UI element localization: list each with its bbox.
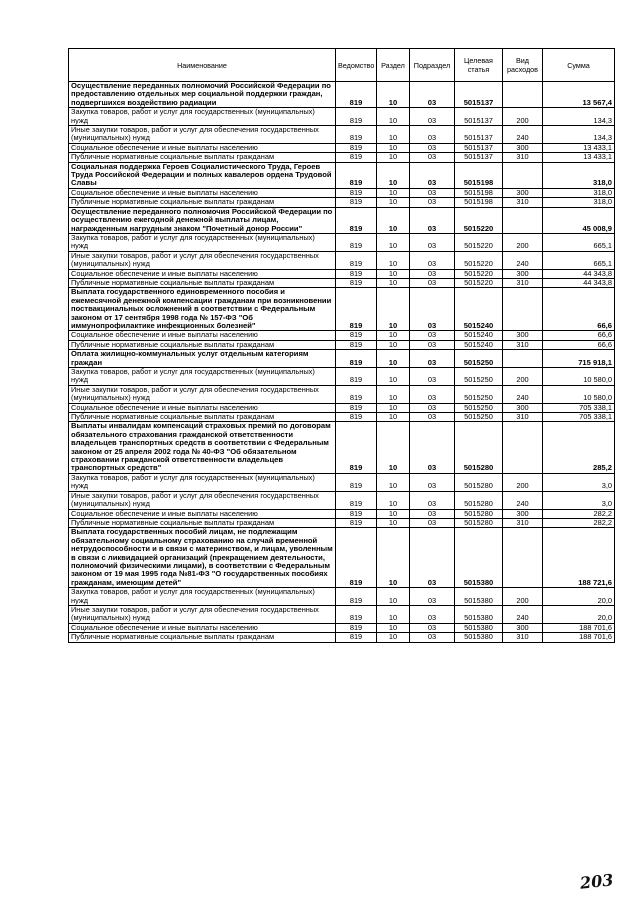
- cell-summa: 705 338,1: [543, 413, 615, 422]
- cell-podrazdel: 03: [410, 331, 455, 340]
- cell-statya: 5015280: [455, 518, 503, 527]
- cell-vid: [503, 350, 543, 368]
- cell-name: Иные закупки товаров, работ и услуг для обеспечения государственных (муниципальных) нужд: [69, 126, 336, 144]
- cell-statya: 5015220: [455, 269, 503, 278]
- cell-name: Социальное обеспечение и иные выплаты населению: [69, 269, 336, 278]
- cell-summa: 3,0: [543, 491, 615, 509]
- cell-summa: 188 701,6: [543, 623, 615, 632]
- cell-name: Иные закупки товаров, работ и услуг для обеспечения государственных (муниципальных) нужд: [69, 491, 336, 509]
- cell-name: Закупка товаров, работ и услуг для государственных (муниципальных) нужд: [69, 473, 336, 491]
- budget-table: [68, 48, 615, 643]
- table-row: [69, 82, 615, 108]
- cell-podrazdel: 03: [410, 491, 455, 509]
- cell-vid: [503, 207, 543, 233]
- cell-name: Иные закупки товаров, работ и услуг для обеспечения государственных (муниципальных) нужд: [69, 605, 336, 623]
- cell-podrazdel: 03: [410, 509, 455, 518]
- table-row: [69, 473, 615, 491]
- cell-statya: 5015137: [455, 82, 503, 108]
- cell-podrazdel: 03: [410, 108, 455, 126]
- cell-podrazdel: 03: [410, 403, 455, 412]
- cell-podrazdel: 03: [410, 233, 455, 251]
- cell-vid: 200: [503, 368, 543, 386]
- cell-name: Закупка товаров, работ и услуг для государственных (муниципальных) нужд: [69, 368, 336, 386]
- cell-podrazdel: 03: [410, 188, 455, 197]
- table-row: [69, 518, 615, 527]
- cell-razdel: 10: [377, 108, 410, 126]
- cell-razdel: 10: [377, 278, 410, 287]
- cell-vid: 300: [503, 403, 543, 412]
- cell-razdel: 10: [377, 251, 410, 269]
- cell-vid: 310: [503, 340, 543, 349]
- cell-vedomstvo: 819: [336, 491, 377, 509]
- cell-statya: 5015220: [455, 251, 503, 269]
- table-row: [69, 422, 615, 473]
- cell-vid: 310: [503, 518, 543, 527]
- cell-vedomstvo: 819: [336, 251, 377, 269]
- cell-vedomstvo: 819: [336, 207, 377, 233]
- cell-name: Социальное обеспечение и иные выплаты населению: [69, 188, 336, 197]
- cell-vedomstvo: 819: [336, 143, 377, 152]
- cell-statya: 5015250: [455, 350, 503, 368]
- cell-vedomstvo: 819: [336, 278, 377, 287]
- cell-summa: 10 580,0: [543, 368, 615, 386]
- cell-summa: 282,2: [543, 509, 615, 518]
- cell-summa: 13 433,1: [543, 143, 615, 152]
- cell-vedomstvo: 819: [336, 331, 377, 340]
- table-body: [69, 82, 615, 643]
- table-row: [69, 126, 615, 144]
- cell-vedomstvo: 819: [336, 605, 377, 623]
- table-row: [69, 269, 615, 278]
- cell-razdel: 10: [377, 82, 410, 108]
- cell-razdel: 10: [377, 350, 410, 368]
- cell-vedomstvo: 819: [336, 233, 377, 251]
- cell-vid: 200: [503, 588, 543, 606]
- cell-statya: 5015380: [455, 588, 503, 606]
- cell-summa: 665,1: [543, 251, 615, 269]
- cell-podrazdel: 03: [410, 350, 455, 368]
- cell-razdel: 10: [377, 588, 410, 606]
- cell-vid: [503, 528, 543, 588]
- cell-summa: 134,3: [543, 126, 615, 144]
- table-row: [69, 143, 615, 152]
- cell-statya: 5015280: [455, 473, 503, 491]
- cell-vedomstvo: 819: [336, 340, 377, 349]
- cell-summa: 188 701,6: [543, 633, 615, 642]
- cell-statya: 5015380: [455, 605, 503, 623]
- cell-vid: 240: [503, 605, 543, 623]
- cell-name: Закупка товаров, работ и услуг для государственных (муниципальных) нужд: [69, 108, 336, 126]
- cell-vedomstvo: 819: [336, 126, 377, 144]
- table-row: [69, 162, 615, 188]
- cell-razdel: 10: [377, 288, 410, 331]
- cell-vedomstvo: 819: [336, 188, 377, 197]
- cell-statya: 5015280: [455, 509, 503, 518]
- cell-name: Публичные нормативные социальные выплаты гражданам: [69, 633, 336, 642]
- cell-statya: 5015250: [455, 413, 503, 422]
- cell-razdel: 10: [377, 188, 410, 197]
- table-row: [69, 633, 615, 642]
- column-header-vedomstvo: Ведомство: [336, 49, 377, 82]
- cell-summa: 134,3: [543, 108, 615, 126]
- cell-vid: 200: [503, 108, 543, 126]
- cell-podrazdel: 03: [410, 623, 455, 632]
- cell-razdel: 10: [377, 473, 410, 491]
- cell-name: Социальное обеспечение и иные выплаты населению: [69, 403, 336, 412]
- cell-razdel: 10: [377, 403, 410, 412]
- table-row: [69, 108, 615, 126]
- cell-podrazdel: 03: [410, 385, 455, 403]
- cell-vid: 310: [503, 198, 543, 207]
- cell-summa: 13 567,4: [543, 82, 615, 108]
- cell-vedomstvo: 819: [336, 288, 377, 331]
- cell-summa: 66,6: [543, 340, 615, 349]
- table-row: [69, 198, 615, 207]
- cell-summa: 318,0: [543, 198, 615, 207]
- cell-podrazdel: 03: [410, 413, 455, 422]
- cell-razdel: 10: [377, 198, 410, 207]
- cell-statya: 5015220: [455, 207, 503, 233]
- cell-vid: 240: [503, 491, 543, 509]
- cell-statya: 5015137: [455, 143, 503, 152]
- cell-summa: 66,6: [543, 288, 615, 331]
- cell-podrazdel: 03: [410, 422, 455, 473]
- cell-podrazdel: 03: [410, 126, 455, 144]
- table-row: [69, 528, 615, 588]
- budget-sheet: [68, 48, 614, 643]
- cell-name: Осуществление переданных полномочий Российской Федерации по предоставлению отдельных мер социальной поддержки граждан, подвергшихся воздействию радиации: [69, 82, 336, 108]
- cell-name: Закупка товаров, работ и услуг для государственных (муниципальных) нужд: [69, 588, 336, 606]
- cell-statya: 5015198: [455, 162, 503, 188]
- cell-name: Публичные нормативные социальные выплаты гражданам: [69, 413, 336, 422]
- cell-statya: 5015380: [455, 623, 503, 632]
- cell-vid: 240: [503, 385, 543, 403]
- cell-razdel: 10: [377, 233, 410, 251]
- cell-vid: 310: [503, 413, 543, 422]
- cell-podrazdel: 03: [410, 288, 455, 331]
- cell-name: Публичные нормативные социальные выплаты гражданам: [69, 340, 336, 349]
- table-row: [69, 509, 615, 518]
- cell-vedomstvo: 819: [336, 82, 377, 108]
- cell-podrazdel: 03: [410, 473, 455, 491]
- cell-vedomstvo: 819: [336, 350, 377, 368]
- cell-razdel: 10: [377, 162, 410, 188]
- cell-vid: 240: [503, 126, 543, 144]
- cell-vedomstvo: 819: [336, 385, 377, 403]
- cell-vid: 240: [503, 251, 543, 269]
- cell-vedomstvo: 819: [336, 528, 377, 588]
- cell-name: Иные закупки товаров, работ и услуг для обеспечения государственных (муниципальных) нужд: [69, 385, 336, 403]
- cell-summa: 66,6: [543, 331, 615, 340]
- cell-statya: 5015250: [455, 385, 503, 403]
- cell-summa: 705 338,1: [543, 403, 615, 412]
- column-header-summa: Сумма: [543, 49, 615, 82]
- cell-podrazdel: 03: [410, 269, 455, 278]
- cell-podrazdel: 03: [410, 207, 455, 233]
- cell-vid: 300: [503, 143, 543, 152]
- cell-podrazdel: 03: [410, 528, 455, 588]
- cell-vedomstvo: 819: [336, 473, 377, 491]
- cell-razdel: 10: [377, 633, 410, 642]
- cell-vid: 310: [503, 153, 543, 162]
- cell-razdel: 10: [377, 368, 410, 386]
- cell-name: Социальное обеспечение и иные выплаты населению: [69, 509, 336, 518]
- cell-vedomstvo: 819: [336, 198, 377, 207]
- cell-name: Социальное обеспечение и иные выплаты населению: [69, 623, 336, 632]
- cell-vedomstvo: 819: [336, 269, 377, 278]
- cell-name: Выплаты инвалидам компенсаций страховых премий по договорам обязательного страхования гражданской ответственности владельцев транспортных средств в соответствии с Федеральным законом от 25 апреля 2002 года № 40-ФЗ "Об обязательном страховании гражданской ответственности владельцев транспортных средств": [69, 422, 336, 473]
- cell-summa: 3,0: [543, 473, 615, 491]
- cell-name: Публичные нормативные социальные выплаты гражданам: [69, 518, 336, 527]
- cell-vedomstvo: 819: [336, 108, 377, 126]
- cell-summa: 282,2: [543, 518, 615, 527]
- cell-vid: [503, 422, 543, 473]
- cell-name: Социальная поддержка Героев Социалистического Труда, Героев Труда Российской Федерации и полных кавалеров ордена Трудовой Славы: [69, 162, 336, 188]
- cell-razdel: 10: [377, 605, 410, 623]
- table-row: [69, 403, 615, 412]
- cell-podrazdel: 03: [410, 153, 455, 162]
- cell-razdel: 10: [377, 528, 410, 588]
- cell-statya: 5015137: [455, 108, 503, 126]
- cell-vedomstvo: 819: [336, 518, 377, 527]
- table-row: [69, 368, 615, 386]
- cell-vedomstvo: 819: [336, 588, 377, 606]
- cell-summa: 10 580,0: [543, 385, 615, 403]
- cell-name: Публичные нормативные социальные выплаты гражданам: [69, 278, 336, 287]
- cell-summa: 45 008,9: [543, 207, 615, 233]
- cell-name: Социальное обеспечение и иные выплаты населению: [69, 143, 336, 152]
- cell-vid: 300: [503, 188, 543, 197]
- cell-summa: 285,2: [543, 422, 615, 473]
- cell-vid: 300: [503, 623, 543, 632]
- cell-podrazdel: 03: [410, 198, 455, 207]
- cell-vid: 310: [503, 633, 543, 642]
- cell-summa: 20,0: [543, 605, 615, 623]
- cell-vedomstvo: 819: [336, 623, 377, 632]
- table-row: [69, 278, 615, 287]
- cell-razdel: 10: [377, 207, 410, 233]
- cell-summa: 44 343,8: [543, 269, 615, 278]
- cell-podrazdel: 03: [410, 251, 455, 269]
- cell-podrazdel: 03: [410, 340, 455, 349]
- column-header-podrazdel: Подраздел: [410, 49, 455, 82]
- table-row: [69, 605, 615, 623]
- table-header-row: [69, 49, 615, 82]
- cell-statya: 5015240: [455, 331, 503, 340]
- cell-podrazdel: 03: [410, 162, 455, 188]
- cell-statya: 5015240: [455, 340, 503, 349]
- table-row: [69, 233, 615, 251]
- cell-razdel: 10: [377, 269, 410, 278]
- cell-vedomstvo: 819: [336, 153, 377, 162]
- cell-name: Выплата государственного единовременного пособия и ежемесячной денежной компенсации гражданам при возникновении поствакцинальных осложнений в соответствии с Федеральным законом от 17 сентября 1998 года № 157-ФЗ "Об иммунопрофилактике инфекционных болезней": [69, 288, 336, 331]
- table-row: [69, 188, 615, 197]
- cell-statya: 5015137: [455, 126, 503, 144]
- cell-name: Иные закупки товаров, работ и услуг для обеспечения государственных (муниципальных) нужд: [69, 251, 336, 269]
- cell-summa: 188 721,6: [543, 528, 615, 588]
- cell-vid: 200: [503, 233, 543, 251]
- cell-statya: 5015240: [455, 288, 503, 331]
- column-header-statya: Целевая статья: [455, 49, 503, 82]
- cell-statya: 5015198: [455, 198, 503, 207]
- cell-summa: 44 343,8: [543, 278, 615, 287]
- cell-statya: 5015280: [455, 491, 503, 509]
- table-row: [69, 207, 615, 233]
- cell-vid: [503, 288, 543, 331]
- cell-name: Публичные нормативные социальные выплаты гражданам: [69, 153, 336, 162]
- cell-statya: 5015250: [455, 403, 503, 412]
- cell-name: Закупка товаров, работ и услуг для государственных (муниципальных) нужд: [69, 233, 336, 251]
- cell-name: Выплата государственных пособий лицам, не подлежащим обязательному социальному страхованию на случай временной нетрудоспособности и в связи с материнством, и лицам, уволенным в связи с ликвидацией организаций (прекращением деятельности, полномочий физическими лицами), в соответствии с Федеральным законом от 19 мая 1995 года №81-ФЗ "О государственных пособиях гражданам, имеющим детей": [69, 528, 336, 588]
- cell-vid: 300: [503, 331, 543, 340]
- cell-podrazdel: 03: [410, 518, 455, 527]
- column-header-name: Наименование: [69, 49, 336, 82]
- cell-razdel: 10: [377, 509, 410, 518]
- cell-summa: 715 918,1: [543, 350, 615, 368]
- cell-statya: 5015250: [455, 368, 503, 386]
- table-row: [69, 340, 615, 349]
- cell-podrazdel: 03: [410, 278, 455, 287]
- cell-podrazdel: 03: [410, 82, 455, 108]
- cell-razdel: 10: [377, 413, 410, 422]
- cell-podrazdel: 03: [410, 605, 455, 623]
- table-row: [69, 588, 615, 606]
- table-row: [69, 331, 615, 340]
- cell-vid: [503, 82, 543, 108]
- column-header-razdel: Раздел: [377, 49, 410, 82]
- cell-name: Осуществление переданного полномочия Российской Федерации по осуществлению ежегодной денежной выплаты лицам, награжденным нагрудным знаком "Почетный донор России": [69, 207, 336, 233]
- cell-summa: 20,0: [543, 588, 615, 606]
- table-row: [69, 491, 615, 509]
- cell-summa: 318,0: [543, 188, 615, 197]
- cell-summa: 665,1: [543, 233, 615, 251]
- cell-statya: 5015220: [455, 233, 503, 251]
- table-row: [69, 288, 615, 331]
- cell-podrazdel: 03: [410, 368, 455, 386]
- cell-statya: 5015380: [455, 633, 503, 642]
- cell-razdel: 10: [377, 422, 410, 473]
- page-number: 203: [579, 870, 615, 893]
- table-row: [69, 413, 615, 422]
- cell-statya: 5015220: [455, 278, 503, 287]
- cell-vedomstvo: 819: [336, 633, 377, 642]
- cell-statya: 5015380: [455, 528, 503, 588]
- table-row: [69, 385, 615, 403]
- table-row: [69, 251, 615, 269]
- cell-summa: 318,0: [543, 162, 615, 188]
- cell-podrazdel: 03: [410, 588, 455, 606]
- table-row: [69, 153, 615, 162]
- cell-razdel: 10: [377, 623, 410, 632]
- cell-razdel: 10: [377, 153, 410, 162]
- cell-name: Оплата жилищно-коммунальных услуг отдельным категориям граждан: [69, 350, 336, 368]
- cell-summa: 13 433,1: [543, 153, 615, 162]
- cell-razdel: 10: [377, 385, 410, 403]
- cell-vid: 200: [503, 473, 543, 491]
- cell-vid: 300: [503, 509, 543, 518]
- cell-podrazdel: 03: [410, 633, 455, 642]
- cell-razdel: 10: [377, 340, 410, 349]
- cell-vid: 300: [503, 269, 543, 278]
- cell-vedomstvo: 819: [336, 368, 377, 386]
- cell-vedomstvo: 819: [336, 509, 377, 518]
- table-row: [69, 623, 615, 632]
- cell-razdel: 10: [377, 126, 410, 144]
- column-header-vid: Вид расходов: [503, 49, 543, 82]
- cell-statya: 5015198: [455, 188, 503, 197]
- cell-name: Публичные нормативные социальные выплаты гражданам: [69, 198, 336, 207]
- cell-vid: 310: [503, 278, 543, 287]
- cell-vedomstvo: 819: [336, 403, 377, 412]
- table-row: [69, 350, 615, 368]
- cell-razdel: 10: [377, 518, 410, 527]
- cell-vid: [503, 162, 543, 188]
- cell-podrazdel: 03: [410, 143, 455, 152]
- cell-name: Социальное обеспечение и иные выплаты населению: [69, 331, 336, 340]
- cell-vedomstvo: 819: [336, 422, 377, 473]
- cell-razdel: 10: [377, 331, 410, 340]
- cell-razdel: 10: [377, 491, 410, 509]
- cell-razdel: 10: [377, 143, 410, 152]
- cell-vedomstvo: 819: [336, 413, 377, 422]
- cell-vedomstvo: 819: [336, 162, 377, 188]
- cell-statya: 5015137: [455, 153, 503, 162]
- cell-statya: 5015280: [455, 422, 503, 473]
